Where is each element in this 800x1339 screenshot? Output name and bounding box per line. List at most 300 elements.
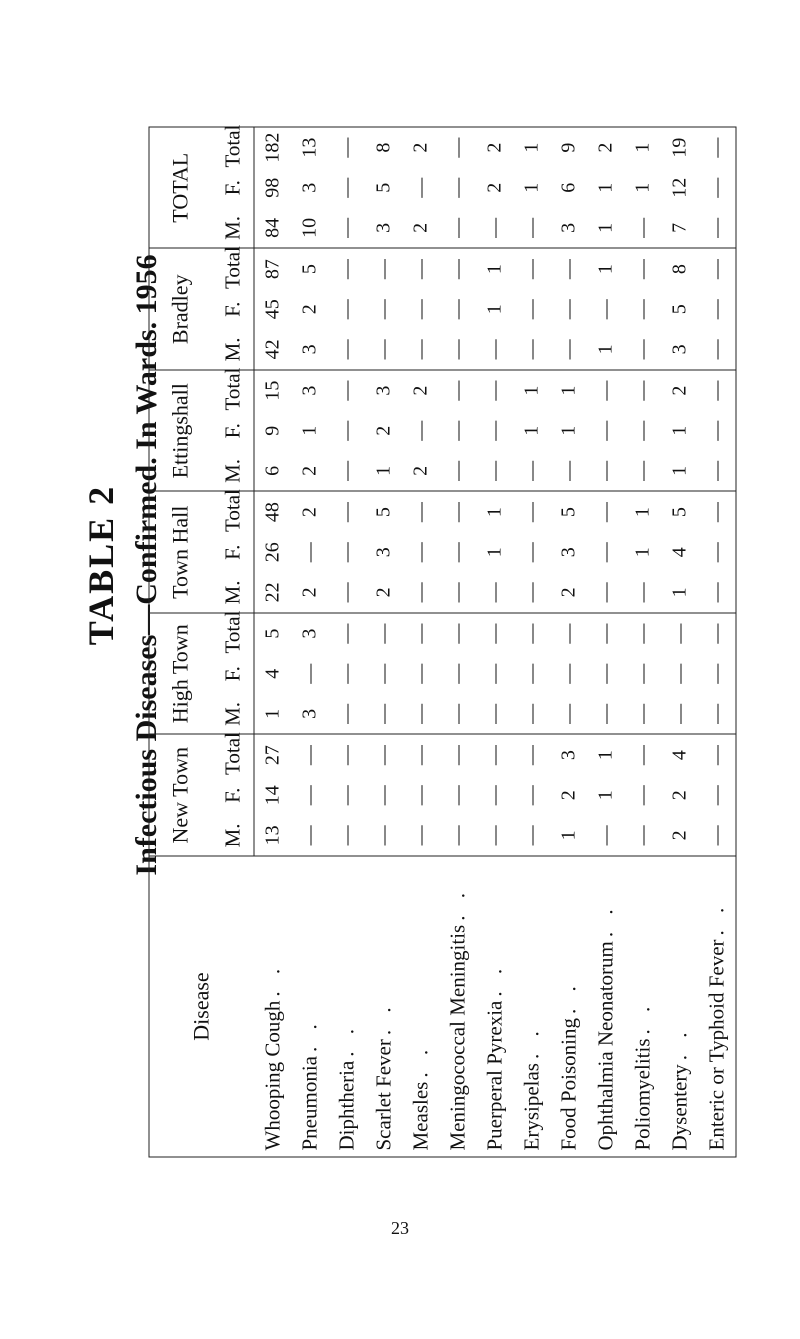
table-row	[513, 127, 550, 1157]
value-cell: 2	[409, 142, 431, 153]
value-cell: —	[705, 703, 727, 724]
disease-cell	[513, 856, 550, 1157]
table-row	[550, 127, 587, 1157]
disease-cell	[624, 856, 661, 1157]
disease-name: Ophthalmia Neonatorum	[593, 940, 617, 1150]
ward-values-cell	[439, 734, 476, 856]
value-cell: 9	[261, 425, 283, 436]
value-cell: —	[483, 460, 505, 481]
value-cell: 3	[298, 343, 320, 354]
value-cell: 8	[372, 142, 394, 153]
value-cell: —	[446, 623, 468, 644]
ward-values-cell	[476, 613, 513, 735]
value-cell: 1	[631, 182, 653, 193]
value-cell: 84	[261, 217, 283, 238]
value-cell: —	[557, 460, 579, 481]
value-cell: —	[446, 177, 468, 198]
value-cell: —	[446, 258, 468, 279]
value-cell: —	[483, 420, 505, 441]
ward-values-cell	[439, 613, 476, 735]
ward-values-cell	[402, 491, 439, 613]
value-cell: 1	[557, 425, 579, 436]
ward-values-cell	[291, 127, 328, 249]
value-cell: —	[372, 258, 394, 279]
ward-values-cell	[550, 613, 587, 735]
value-cell: 5	[372, 182, 394, 193]
sub-header: Total	[219, 245, 244, 289]
table-row	[254, 127, 292, 1157]
value-cell: —	[335, 460, 357, 481]
ward-values-cell	[402, 370, 439, 492]
value-cell: 26	[261, 541, 283, 562]
ward-values-cell	[439, 370, 476, 492]
value-cell: 1	[631, 546, 653, 557]
value-cell: —	[668, 663, 690, 684]
leader-dots: . .	[556, 979, 580, 1014]
ward-values-cell	[698, 248, 736, 370]
value-cell: 3	[372, 546, 394, 557]
value-cell: —	[705, 501, 727, 522]
value-cell: —	[557, 623, 579, 644]
disease-name: Meningococcal Meningitis	[445, 924, 469, 1150]
ward-values-cell	[254, 370, 292, 492]
sub-header: M.	[219, 336, 244, 361]
value-cell: 3	[298, 628, 320, 639]
value-cell: —	[409, 501, 431, 522]
value-cell: —	[483, 703, 505, 724]
ward-values-cell	[328, 734, 365, 856]
value-cell: —	[520, 784, 542, 805]
value-cell: —	[335, 623, 357, 644]
value-cell: —	[705, 177, 727, 198]
sub-header: F.	[219, 787, 244, 803]
table-row	[476, 127, 513, 1157]
value-cell: 3	[557, 749, 579, 760]
value-cell: 2	[409, 385, 431, 396]
ward-values-cell	[476, 734, 513, 856]
ward-values-cell	[365, 127, 402, 249]
value-cell: —	[483, 744, 505, 765]
ward-values-cell	[513, 613, 550, 735]
value-cell: —	[631, 217, 653, 238]
value-cell: —	[520, 623, 542, 644]
disease-cell	[365, 856, 402, 1157]
value-cell: 6	[557, 182, 579, 193]
value-cell: —	[705, 338, 727, 359]
value-cell: 13	[261, 824, 283, 845]
value-cell: 2	[409, 222, 431, 233]
infectious-diseases-table	[148, 126, 736, 1157]
value-cell: —	[594, 298, 616, 319]
value-cell: 45	[261, 298, 283, 319]
ward-values-cell	[402, 248, 439, 370]
value-cell: —	[298, 784, 320, 805]
value-cell: —	[409, 541, 431, 562]
ward-values-cell	[550, 248, 587, 370]
value-cell: —	[298, 744, 320, 765]
ward-values-cell	[439, 491, 476, 613]
value-cell: —	[594, 663, 616, 684]
page-number: 23	[391, 1218, 409, 1238]
leader-dots: . .	[259, 962, 284, 997]
leader-dots: . .	[371, 1000, 395, 1035]
ward-values-cell	[624, 734, 661, 856]
value-cell: —	[520, 824, 542, 845]
ward-values-cell	[328, 248, 365, 370]
value-cell: —	[483, 217, 505, 238]
ward-values-cell	[513, 127, 550, 249]
value-cell: 1	[520, 425, 542, 436]
value-cell: 182	[261, 132, 283, 163]
value-cell: —	[631, 298, 653, 319]
ward-values-cell	[587, 370, 624, 492]
ward-values-cell	[661, 734, 698, 856]
ward-values-cell	[661, 248, 698, 370]
value-cell: 2	[409, 465, 431, 476]
ward-values-cell	[402, 734, 439, 856]
value-cell: —	[520, 744, 542, 765]
value-cell: —	[705, 784, 727, 805]
sub-header: F.	[219, 179, 244, 195]
disease-cell	[661, 856, 698, 1157]
value-cell: 7	[668, 222, 690, 233]
value-cell: —	[298, 824, 320, 845]
value-cell: 2	[298, 465, 320, 476]
value-cell: 2	[298, 586, 320, 597]
ward-values-cell	[291, 370, 328, 492]
value-cell: —	[446, 460, 468, 481]
value-cell: —	[372, 298, 394, 319]
sub-header: F.	[219, 301, 244, 317]
value-cell: —	[631, 581, 653, 602]
disease-cell	[402, 856, 439, 1157]
ward-values-cell	[328, 491, 365, 613]
disease-cell	[291, 856, 328, 1157]
value-cell: —	[557, 338, 579, 359]
ward-values-cell	[698, 613, 736, 735]
value-cell: —	[446, 541, 468, 562]
ward-values-cell	[698, 127, 736, 249]
disease-cell	[476, 856, 513, 1157]
value-cell: 5	[557, 506, 579, 517]
sub-header: Total	[219, 731, 244, 775]
value-cell: —	[335, 258, 357, 279]
sub-header: M.	[219, 579, 244, 604]
value-cell: —	[705, 217, 727, 238]
value-cell: —	[409, 703, 431, 724]
ward-values-cell	[587, 491, 624, 613]
ward-values-cell	[365, 613, 402, 735]
value-cell: —	[705, 460, 727, 481]
value-cell: 9	[557, 142, 579, 153]
ward-values-cell	[365, 248, 402, 370]
leader-dots: . .	[408, 1043, 432, 1078]
value-cell: 3	[372, 222, 394, 233]
ward-values-cell	[550, 370, 587, 492]
value-cell: —	[520, 217, 542, 238]
table-row	[587, 127, 624, 1157]
ward-values-cell	[291, 613, 328, 735]
value-cell: —	[335, 298, 357, 319]
ward-values-cell	[550, 127, 587, 249]
value-cell: 1	[594, 789, 616, 800]
value-cell: —	[335, 380, 357, 401]
value-cell: —	[705, 581, 727, 602]
value-cell: —	[631, 623, 653, 644]
disease-cell	[439, 856, 476, 1157]
leader-dots: . .	[297, 1017, 321, 1052]
ward-values-cell	[291, 248, 328, 370]
value-cell: —	[631, 420, 653, 441]
ward-header: Bradley	[149, 248, 212, 370]
value-cell: 1	[483, 506, 505, 517]
ward-values-cell	[587, 127, 624, 249]
value-cell: —	[372, 623, 394, 644]
disease-name: Food Poisoning	[556, 1017, 580, 1150]
ward-values-cell	[254, 127, 292, 249]
disease-name: Dysentery	[667, 1063, 691, 1150]
value-cell: 1	[594, 343, 616, 354]
ward-values-cell	[328, 370, 365, 492]
value-cell: —	[372, 784, 394, 805]
value-cell: 8	[668, 263, 690, 274]
value-cell: —	[409, 623, 431, 644]
value-cell: 4	[668, 546, 690, 557]
sub-header: Total	[219, 367, 244, 410]
disease-cell	[550, 856, 587, 1157]
leader-dots: . .	[667, 1025, 691, 1060]
sub-header: Total	[219, 488, 244, 532]
value-cell: 13	[298, 137, 320, 158]
value-cell: —	[557, 298, 579, 319]
table-row	[439, 127, 476, 1157]
value-cell: 1	[631, 142, 653, 153]
value-cell: 1	[298, 425, 320, 436]
sub-header: F.	[219, 665, 244, 681]
value-cell: —	[446, 784, 468, 805]
ward-header: Ettingshall	[149, 370, 212, 492]
disease-name: Measles	[408, 1081, 432, 1150]
table-row	[402, 127, 439, 1157]
total-header: TOTAL	[149, 127, 212, 249]
leader-dots: . .	[593, 902, 617, 937]
value-cell: —	[372, 744, 394, 765]
table-row	[698, 127, 736, 1157]
value-cell: 1	[668, 586, 690, 597]
value-cell: 2	[298, 303, 320, 314]
sub-header-group	[211, 731, 254, 856]
value-cell: 1	[520, 182, 542, 193]
leader-dots: . .	[482, 962, 506, 997]
value-cell: —	[409, 824, 431, 845]
value-cell: —	[520, 338, 542, 359]
ward-values-cell	[661, 127, 698, 249]
ward-values-cell	[365, 370, 402, 492]
value-cell: 2	[557, 789, 579, 800]
sub-header-group	[211, 245, 254, 370]
value-cell: —	[631, 460, 653, 481]
value-cell: 1	[520, 142, 542, 153]
value-cell: —	[372, 703, 394, 724]
ward-values-cell	[587, 613, 624, 735]
value-cell: 22	[261, 581, 283, 602]
value-cell: 3	[557, 546, 579, 557]
value-cell: 14	[261, 784, 283, 805]
value-cell: —	[520, 581, 542, 602]
value-cell: 6	[261, 465, 283, 476]
value-cell: —	[298, 541, 320, 562]
disease-name: Whooping Cough	[259, 1000, 284, 1150]
ward-values-cell	[698, 491, 736, 613]
value-cell: —	[594, 541, 616, 562]
value-cell: 5	[372, 506, 394, 517]
value-cell: —	[446, 824, 468, 845]
leader-dots: . .	[704, 901, 728, 935]
value-cell: 2	[298, 506, 320, 517]
ward-values-cell	[254, 248, 292, 370]
value-cell: —	[594, 460, 616, 481]
value-cell: —	[483, 784, 505, 805]
value-cell: 3	[668, 343, 690, 354]
value-cell: 2	[557, 586, 579, 597]
ward-header: New Town	[149, 734, 212, 856]
ward-header: High Town	[149, 613, 212, 735]
value-cell: —	[372, 824, 394, 845]
ward-values-cell	[698, 370, 736, 492]
value-cell: 4	[261, 668, 283, 679]
value-cell: 12	[668, 177, 690, 198]
ward-values-cell	[402, 613, 439, 735]
table-row	[661, 127, 698, 1157]
value-cell: 1	[594, 263, 616, 274]
sub-header-group	[211, 610, 254, 735]
value-cell: 10	[298, 217, 320, 238]
value-cell: —	[335, 824, 357, 845]
value-cell: 5	[298, 263, 320, 274]
value-cell: —	[631, 338, 653, 359]
value-cell: 19	[668, 137, 690, 158]
disease-cell	[254, 856, 292, 1157]
value-cell: —	[409, 663, 431, 684]
table-caption: Infectious Diseases—Confirmed. In Wards. 1956	[130, 254, 163, 876]
value-cell: —	[372, 338, 394, 359]
ward-values-cell	[624, 613, 661, 735]
value-cell: —	[446, 663, 468, 684]
leader-dots: . .	[445, 886, 469, 921]
value-cell: —	[409, 581, 431, 602]
ward-values-cell	[513, 370, 550, 492]
value-cell: —	[705, 298, 727, 319]
value-cell: 27	[261, 744, 283, 765]
disease-cell	[698, 856, 736, 1157]
value-cell: —	[409, 177, 431, 198]
value-cell: —	[335, 744, 357, 765]
sub-header-group	[211, 124, 254, 249]
value-cell: —	[483, 824, 505, 845]
ward-values-cell	[513, 248, 550, 370]
ward-values-cell	[291, 734, 328, 856]
value-cell: —	[335, 581, 357, 602]
disease-name: Pneumonia	[297, 1055, 321, 1150]
value-cell: —	[335, 177, 357, 198]
value-cell: —	[520, 298, 542, 319]
sub-header: F.	[219, 422, 244, 438]
value-cell: —	[668, 623, 690, 644]
value-cell: —	[409, 258, 431, 279]
value-cell: 48	[261, 501, 283, 522]
value-cell: —	[557, 258, 579, 279]
value-cell: —	[483, 663, 505, 684]
ward-values-cell	[476, 248, 513, 370]
sub-header: Total	[219, 124, 244, 167]
value-cell: 1	[594, 222, 616, 233]
table-row	[328, 127, 365, 1157]
value-cell: —	[631, 258, 653, 279]
disease-header: Disease	[149, 856, 254, 1157]
value-cell: —	[520, 541, 542, 562]
ward-values-cell	[365, 734, 402, 856]
value-cell: —	[705, 380, 727, 401]
value-cell: —	[335, 217, 357, 238]
ward-values-cell	[513, 734, 550, 856]
ward-values-cell	[328, 613, 365, 735]
value-cell: —	[409, 420, 431, 441]
sub-header: M.	[219, 458, 244, 483]
ward-values-cell	[624, 370, 661, 492]
value-cell: —	[483, 623, 505, 644]
ward-values-cell	[439, 127, 476, 249]
value-cell: —	[335, 663, 357, 684]
value-cell: —	[557, 663, 579, 684]
value-cell: —	[483, 380, 505, 401]
value-cell: —	[446, 380, 468, 401]
leader-dots: . .	[519, 1024, 543, 1059]
value-cell: 1	[594, 749, 616, 760]
ward-values-cell	[587, 248, 624, 370]
value-cell: —	[631, 824, 653, 845]
ward-values-cell	[254, 734, 292, 856]
value-cell: 1	[668, 465, 690, 476]
value-cell: —	[298, 663, 320, 684]
value-cell: —	[520, 258, 542, 279]
value-cell: —	[705, 744, 727, 765]
value-cell: —	[705, 137, 727, 158]
value-cell: —	[520, 501, 542, 522]
value-cell: 3	[298, 182, 320, 193]
ward-values-cell	[402, 127, 439, 249]
value-cell: 5	[668, 506, 690, 517]
value-cell: 3	[372, 385, 394, 396]
sub-header: M.	[219, 701, 244, 726]
value-cell: 87	[261, 258, 283, 279]
ward-values-cell	[661, 491, 698, 613]
table-row	[291, 127, 328, 1157]
value-cell: —	[335, 338, 357, 359]
value-cell: 5	[668, 303, 690, 314]
table-row	[624, 127, 661, 1157]
value-cell: —	[705, 541, 727, 562]
value-cell: 2	[372, 586, 394, 597]
ward-values-cell	[365, 491, 402, 613]
value-cell: —	[335, 703, 357, 724]
value-cell: 1	[520, 385, 542, 396]
value-cell: 42	[261, 338, 283, 359]
value-cell: —	[631, 744, 653, 765]
ward-values-cell	[513, 491, 550, 613]
value-cell: —	[705, 663, 727, 684]
ward-values-cell	[550, 491, 587, 613]
ward-values-cell	[550, 734, 587, 856]
